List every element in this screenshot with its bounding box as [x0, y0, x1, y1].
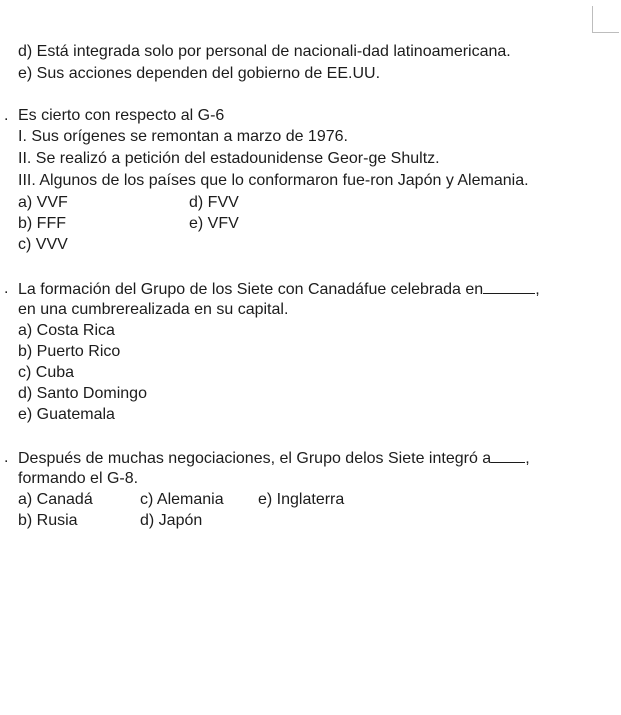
g6-question-stem: Es cierto con respecto al G-6	[18, 107, 225, 124]
capital-stem-text: La formación del Grupo de los Siete con Canadáfue celebrada en	[18, 281, 484, 298]
g8-option-c: c) Alemania	[140, 491, 224, 508]
g6-option-d: d) FVV	[189, 194, 239, 211]
g6-question-bullet: .	[4, 107, 9, 124]
g8-option-b: b) Rusia	[18, 512, 78, 529]
capital-option-a: a) Costa Rica	[18, 322, 115, 339]
g8-stem-text: Después de muchas negociaciones, el Grupo delos Siete integró a	[18, 450, 492, 467]
capital-option-e: e) Guatemala	[18, 406, 115, 423]
g8-option-e: e) Inglaterra	[258, 491, 345, 508]
g6-option-c: c) VVV	[18, 236, 68, 253]
capital-question-bullet: .	[4, 280, 9, 297]
g6-statement-2: II. Se realizó a petición del estadounidense Geor-ge Shultz.	[18, 150, 440, 167]
g8-answer-blank	[491, 448, 525, 463]
page-corner-mark	[592, 6, 619, 33]
g8-question-bullet: .	[4, 449, 9, 466]
prev-option-e: e) Sus acciones dependen del gobierno de EE.UU.	[18, 65, 381, 82]
g6-option-e: e) VFV	[189, 215, 239, 232]
g8-question-stem-line2: formando el G-8.	[18, 470, 139, 487]
g6-option-a: a) VVF	[18, 194, 68, 211]
capital-stem-comma: ,	[535, 281, 540, 298]
capital-option-c: c) Cuba	[18, 364, 75, 381]
capital-question-stem-line2: en una cumbrerealizada en su capital.	[18, 301, 289, 318]
g6-statement-1: I. Sus orígenes se remontan a marzo de 1976.	[18, 128, 348, 145]
g8-option-a: a) Canadá	[18, 491, 93, 508]
g6-statement-3: III. Algunos de los países que lo conformaron fue-ron Japón y Alemania.	[18, 172, 529, 189]
prev-option-d: d) Está integrada solo por personal de nacionali-dad latinoamericana.	[18, 43, 511, 60]
g6-option-b: b) FFF	[18, 215, 66, 232]
g8-option-d: d) Japón	[140, 512, 203, 529]
g8-question-stem-line1	[18, 448, 530, 469]
capital-option-b: b) Puerto Rico	[18, 343, 121, 360]
capital-answer-blank	[483, 279, 535, 294]
capital-question-stem-line1	[18, 279, 540, 300]
g8-stem-comma: ,	[525, 450, 530, 467]
capital-option-d: d) Santo Domingo	[18, 385, 147, 402]
